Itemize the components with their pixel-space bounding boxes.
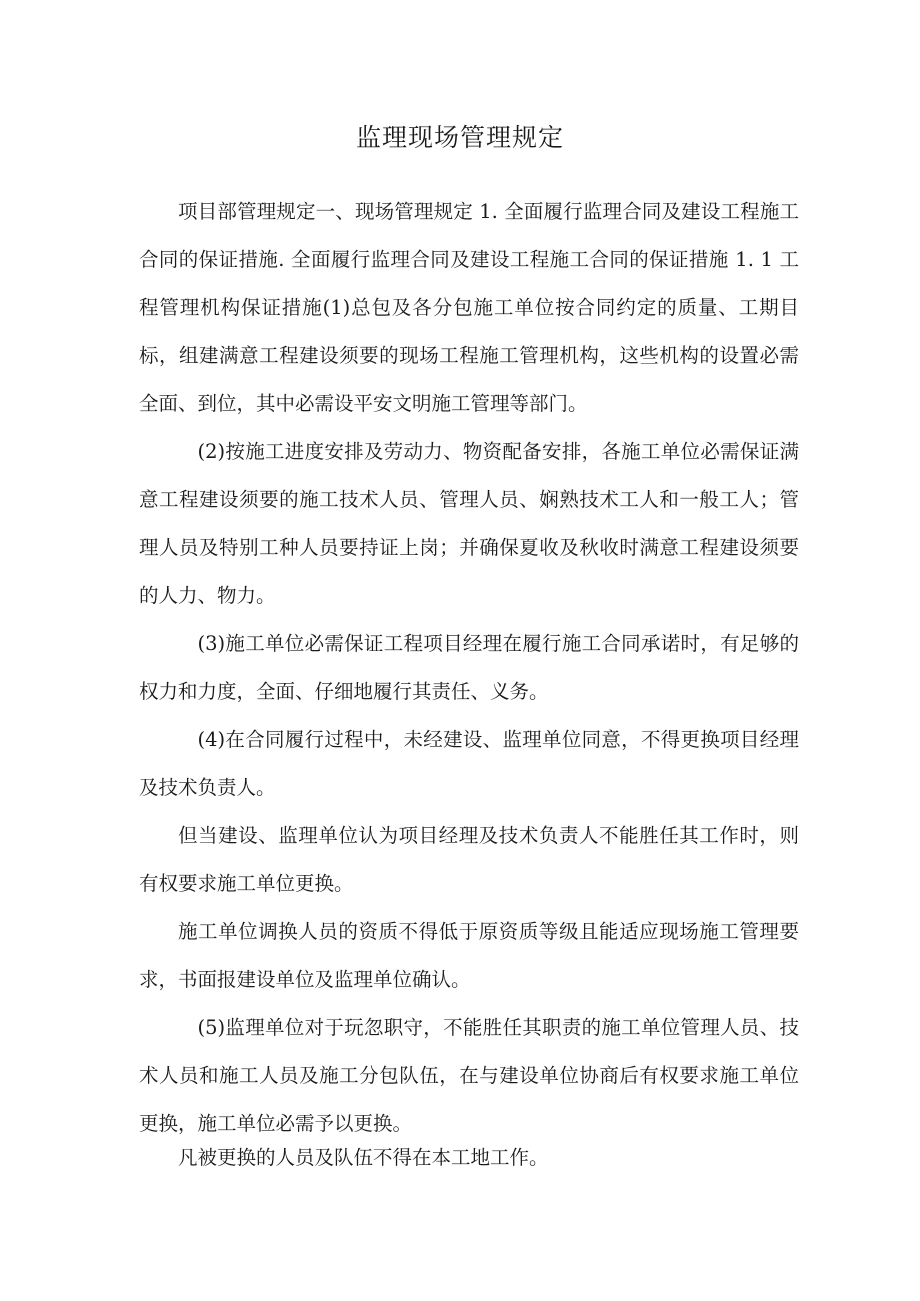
- paragraph-5: 但当建设、监理单位认为项目经理及技术负责人不能胜任其工作时，则有权要求施工单位更换。: [139, 824, 799, 895]
- paragraph-2: (2)按施工进度安排及劳动力、物资配备安排，各施工单位必需保证满意工程建设须要的施工技术人员、管理人员、娴熟技术工人和一般工人；管理人员及特别工种人员要持证上岗；并确保夏收及秋收时满意工程建设须要的人力、物力。: [139, 440, 799, 607]
- paragraph-8: 凡被更换的人员及队伍不得在本工地工作。: [178, 1146, 549, 1169]
- paragraph-4: (4)在合同履行过程中，未经建设、监理单位同意，不得更换项目经理及技术负责人。: [139, 728, 799, 799]
- paragraph-1: 项目部管理规定一、现场管理规定 1. 全面履行监理合同及建设工程施工合同的保证措施. 全面履行监理合同及建设工程施工合同的保证措施 1. 1 工程管理机构保证措施(1)总包及各分包施工单位按合同约定的质量、工期目标，组建满意工程建设须要的现场工程施工管理机构，这些机构的设置必需全面、到位，其中必需设平安文明施工管理等部门。: [139, 200, 799, 415]
- paragraph-6: 施工单位调换人员的资质不得低于原资质等级且能适应现场施工管理要求，书面报建设单位及监理单位确认。: [139, 920, 799, 991]
- paragraph-7: (5)监理单位对于玩忽职守，不能胜任其职责的施工单位管理人员、技术人员和施工人员及施工分包队伍，在与建设单位协商后有权要求施工单位更换，施工单位必需予以更换。: [139, 1016, 799, 1135]
- document-title: 监理现场管理规定: [355, 123, 564, 152]
- paragraph-3: (3)施工单位必需保证工程项目经理在履行施工合同承诺时，有足够的权力和力度，全面、仔细地履行其责任、义务。: [139, 632, 799, 703]
